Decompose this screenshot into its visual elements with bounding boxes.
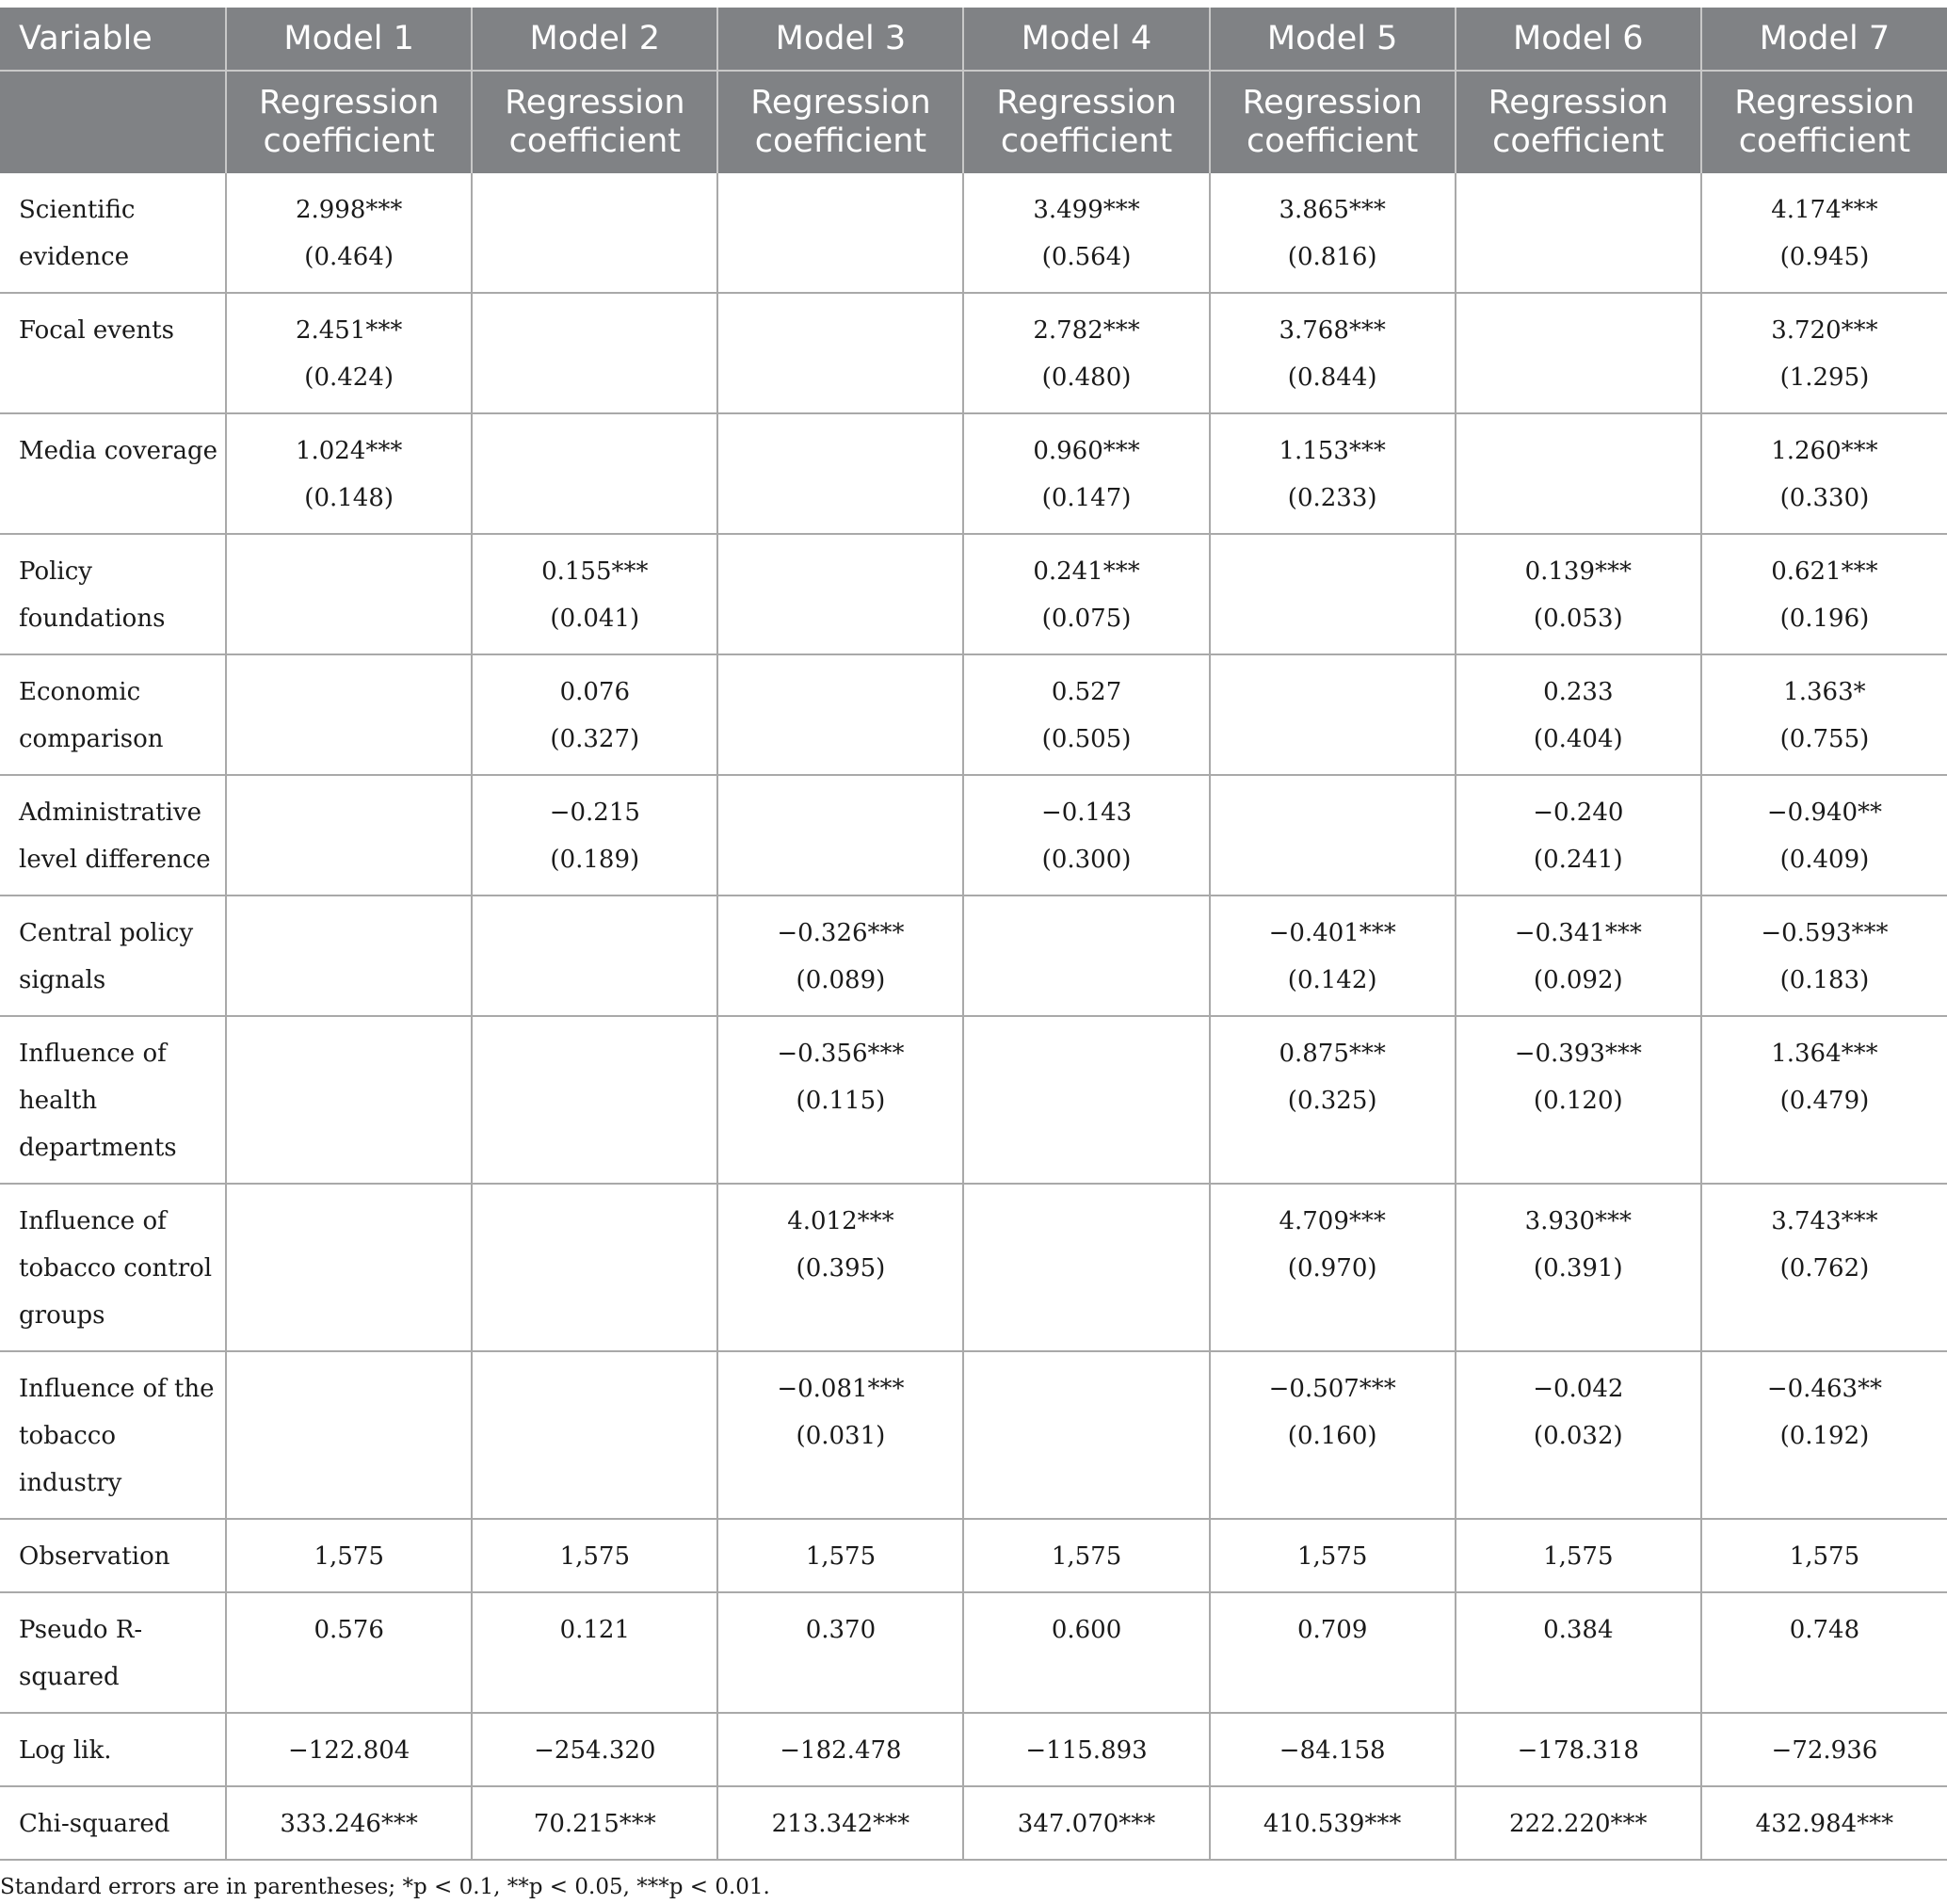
table-cell-model-2: [472, 413, 717, 534]
coefficient: 1,575: [1051, 1542, 1122, 1571]
table-cell-model-7: [1701, 654, 1947, 775]
subheader-model-1: [226, 71, 472, 173]
table-cell-model-4: [963, 413, 1209, 534]
table-cell-model-7: [1701, 413, 1947, 534]
subheader-word: Regression: [1488, 84, 1669, 121]
table-cell-model-5: [1210, 1519, 1456, 1592]
coefficient: −84.158: [1279, 1736, 1386, 1765]
table-cell-model-7: [1701, 1592, 1947, 1713]
coefficient: 1,575: [1789, 1542, 1860, 1571]
table-cell-model-4: [963, 1786, 1209, 1860]
table-cell-model-5: [1210, 1713, 1456, 1786]
table-cell-model-4: [963, 775, 1209, 896]
table-cell-model-3: [717, 654, 963, 775]
coefficient: 0.875***: [1279, 1040, 1386, 1068]
coefficient: 1,575: [1296, 1542, 1368, 1571]
coefficient: −254.320: [534, 1736, 656, 1765]
standard-error: (0.816): [1287, 243, 1377, 271]
row-label: [0, 1592, 226, 1713]
coefficient: −122.804: [288, 1736, 410, 1765]
table-cell-model-1: [226, 1016, 472, 1184]
table-cell-model-1: [226, 413, 472, 534]
subheader-word: coefficient: [754, 122, 927, 160]
header-row-models: [0, 8, 1947, 71]
table-cell-model-7: [1701, 534, 1947, 654]
table-cell-model-6: [1456, 1519, 1701, 1592]
subheader-model-3: [717, 71, 963, 173]
standard-error: (0.041): [550, 605, 640, 633]
coefficient: 0.960***: [1033, 437, 1140, 465]
standard-error: (0.480): [1041, 363, 1132, 392]
header-model-1: Model 1: [226, 8, 472, 71]
table-cell-model-1: [226, 654, 472, 775]
row-label-line: signals: [19, 966, 106, 994]
standard-error: (1.295): [1779, 363, 1870, 392]
standard-error: (0.505): [1041, 725, 1132, 753]
subheader-word: Regression: [1734, 84, 1915, 121]
standard-error: (0.115): [796, 1087, 886, 1115]
coefficient: −0.341***: [1514, 919, 1642, 947]
table-cell-model-5: [1210, 1786, 1456, 1860]
subheader-word: Regression: [996, 84, 1177, 121]
row-label-line: departments: [19, 1134, 177, 1162]
standard-error: (0.391): [1533, 1254, 1623, 1283]
row-label: Chi-squared: [0, 1786, 226, 1860]
table-cell-model-4: [963, 1016, 1209, 1184]
table-row: [0, 173, 1947, 293]
table-cell-model-3: [717, 1351, 963, 1519]
coefficient: −0.215: [549, 799, 640, 827]
table-cell-model-5: [1210, 173, 1456, 293]
table-cell-model-2: [472, 173, 717, 293]
table-cell-model-7: [1701, 173, 1947, 293]
table-cell-model-4: [963, 534, 1209, 654]
subheader-word: coefficient: [1246, 122, 1419, 160]
coefficient: −0.393***: [1514, 1040, 1642, 1068]
row-label-line: Pseudo R-: [19, 1616, 143, 1644]
table-cell-model-2: [472, 1786, 717, 1860]
table-cell-model-3: [717, 1786, 963, 1860]
standard-error: (0.189): [550, 846, 640, 874]
table-cell-model-5: [1210, 1016, 1456, 1184]
table-cell-model-6: [1456, 173, 1701, 293]
coefficient: 0.241***: [1033, 557, 1140, 586]
table-cell-model-3: [717, 775, 963, 896]
row-label-line: tobacco control: [19, 1254, 213, 1283]
coefficient: 0.748: [1789, 1616, 1860, 1644]
standard-error: (0.053): [1533, 605, 1623, 633]
coefficient: 1,575: [805, 1542, 877, 1571]
standard-error: (0.395): [796, 1254, 886, 1283]
table-cell-model-5: [1210, 896, 1456, 1016]
header-model-4: Model 4: [963, 8, 1209, 71]
coefficient: 70.215***: [533, 1810, 656, 1838]
coefficient: −0.326***: [777, 919, 905, 947]
table-cell-model-6: [1456, 1592, 1701, 1713]
coefficient: 0.576: [314, 1616, 384, 1644]
table-cell-model-2: [472, 293, 717, 413]
coefficient: 0.233: [1543, 678, 1614, 706]
table-row: [0, 1713, 1947, 1786]
table-cell-model-2: [472, 1184, 717, 1351]
table-cell-model-1: [226, 896, 472, 1016]
subheader-model-5: [1210, 71, 1456, 173]
subheader-word: coefficient: [263, 122, 435, 160]
coefficient: 3.865***: [1279, 196, 1386, 224]
standard-error: (0.762): [1779, 1254, 1870, 1283]
standard-error: (0.183): [1779, 966, 1870, 994]
coefficient: −0.042: [1533, 1375, 1624, 1403]
coefficient: 4.174***: [1771, 196, 1878, 224]
table-cell-model-5: [1210, 1184, 1456, 1351]
row-label-line: Policy: [19, 557, 92, 586]
coefficient: −0.401***: [1268, 919, 1396, 947]
table-cell-model-1: [226, 173, 472, 293]
row-label-line: Influence of: [19, 1040, 167, 1068]
table-cell-model-2: [472, 1592, 717, 1713]
coefficient: 1,575: [1543, 1542, 1614, 1571]
subheader-word: coefficient: [1000, 122, 1173, 160]
header-model-7: Model 7: [1701, 8, 1947, 71]
row-label: [0, 173, 226, 293]
table-row: [0, 775, 1947, 896]
regression-table: [0, 8, 1947, 1861]
table-row: [0, 1786, 1947, 1860]
table-cell-model-1: [226, 1184, 472, 1351]
coefficient: 3.743***: [1771, 1207, 1878, 1235]
table-cell-model-1: [226, 1713, 472, 1786]
row-label-line: level difference: [19, 846, 211, 874]
header-blank: [0, 71, 226, 173]
standard-error: (0.464): [304, 243, 394, 271]
row-label: Observation: [0, 1519, 226, 1592]
coefficient: 3.768***: [1279, 316, 1386, 345]
table-cell-model-4: [963, 654, 1209, 775]
row-label-line: health: [19, 1087, 98, 1115]
standard-error: (0.409): [1779, 846, 1870, 874]
table-cell-model-2: [472, 896, 717, 1016]
standard-error: (0.325): [1287, 1087, 1377, 1115]
table-cell-model-4: [963, 1713, 1209, 1786]
table-cell-model-6: [1456, 1713, 1701, 1786]
table-cell-model-1: [226, 293, 472, 413]
row-label: [0, 1184, 226, 1351]
table-cell-model-5: [1210, 1351, 1456, 1519]
row-label-line: evidence: [19, 243, 130, 271]
coefficient: −0.143: [1040, 799, 1133, 827]
table-cell-model-7: [1701, 1519, 1947, 1592]
subheader-model-4: [963, 71, 1209, 173]
table-cell-model-6: [1456, 413, 1701, 534]
table-cell-model-3: [717, 1592, 963, 1713]
table-cell-model-2: [472, 775, 717, 896]
table-cell-model-7: [1701, 775, 1947, 896]
row-label-line: Administrative: [19, 799, 202, 827]
coefficient: −0.940**: [1766, 799, 1883, 827]
table-row: [0, 1184, 1947, 1351]
standard-error: (0.424): [304, 363, 394, 392]
table-cell-model-6: [1456, 1351, 1701, 1519]
table-cell-model-2: [472, 1351, 717, 1519]
row-label-line: comparison: [19, 725, 164, 753]
coefficient: −182.478: [780, 1736, 902, 1765]
table-cell-model-6: [1456, 1016, 1701, 1184]
table-cell-model-2: [472, 1519, 717, 1592]
table-cell-model-4: [963, 1184, 1209, 1351]
header-model-6: Model 6: [1456, 8, 1701, 71]
coefficient: 1.260***: [1771, 437, 1878, 465]
subheader-word: Regression: [1242, 84, 1423, 121]
coefficient: −0.507***: [1268, 1375, 1396, 1403]
coefficient: 333.246***: [280, 1810, 418, 1838]
table-cell-model-4: [963, 173, 1209, 293]
row-label: [0, 896, 226, 1016]
coefficient: −0.081***: [777, 1375, 905, 1403]
standard-error: (0.233): [1287, 484, 1377, 512]
coefficient: 0.155***: [541, 557, 649, 586]
table-cell-model-1: [226, 534, 472, 654]
table-row: [0, 1016, 1947, 1184]
standard-error: (0.970): [1287, 1254, 1377, 1283]
table-cell-model-6: [1456, 293, 1701, 413]
table-cell-model-2: [472, 534, 717, 654]
standard-error: (0.300): [1041, 846, 1132, 874]
coefficient: 3.499***: [1033, 196, 1140, 224]
coefficient: 0.121: [559, 1616, 631, 1644]
standard-error: (0.142): [1287, 966, 1377, 994]
subheader-model-6: [1456, 71, 1701, 173]
subheader-model-7: [1701, 71, 1947, 173]
table-cell-model-6: [1456, 534, 1701, 654]
table-cell-model-4: [963, 293, 1209, 413]
table-row: [0, 1351, 1947, 1519]
table-row: [0, 1592, 1947, 1713]
table-cell-model-7: [1701, 1351, 1947, 1519]
table-row: [0, 1519, 1947, 1592]
table-cell-model-6: [1456, 1786, 1701, 1860]
table-row: [0, 413, 1947, 534]
coefficient: 347.070***: [1017, 1810, 1156, 1838]
standard-error: (0.032): [1533, 1422, 1623, 1450]
coefficient: 1.363*: [1783, 678, 1866, 706]
table-cell-model-3: [717, 1016, 963, 1184]
table-cell-model-5: [1210, 293, 1456, 413]
row-label: [0, 775, 226, 896]
table-cell-model-5: [1210, 413, 1456, 534]
standard-error: (0.479): [1779, 1087, 1870, 1115]
coefficient: 4.012***: [787, 1207, 894, 1235]
standard-error: (0.564): [1041, 243, 1132, 271]
table-cell-model-3: [717, 1713, 963, 1786]
coefficient: −72.936: [1771, 1736, 1878, 1765]
standard-error: (0.844): [1287, 363, 1377, 392]
table-cell-model-5: [1210, 1592, 1456, 1713]
coefficient: −178.318: [1517, 1736, 1639, 1765]
header-row-subheader: [0, 71, 1947, 173]
coefficient: 2.998***: [295, 196, 403, 224]
coefficient: −0.240: [1533, 799, 1624, 827]
header-variable: Variable: [0, 8, 226, 71]
row-label: [0, 1016, 226, 1184]
table-cell-model-3: [717, 413, 963, 534]
coefficient: 1.153***: [1279, 437, 1386, 465]
table-cell-model-7: [1701, 1184, 1947, 1351]
table-cell-model-1: [226, 1351, 472, 1519]
subheader-word: Regression: [750, 84, 931, 121]
row-label-line: Influence of: [19, 1207, 167, 1235]
coefficient: 0.621***: [1771, 557, 1878, 586]
standard-error: (0.092): [1533, 966, 1623, 994]
subheader-word: Regression: [258, 84, 440, 121]
coefficient: 3.720***: [1771, 316, 1878, 345]
row-label-line: Influence of the: [19, 1375, 215, 1403]
table-cell-model-7: [1701, 293, 1947, 413]
coefficient: 4.709***: [1279, 1207, 1386, 1235]
table-cell-model-3: [717, 173, 963, 293]
table-cell-model-7: [1701, 896, 1947, 1016]
standard-error: (0.192): [1779, 1422, 1870, 1450]
standard-error: (0.160): [1287, 1422, 1377, 1450]
row-label-line: Economic: [19, 678, 141, 706]
table-cell-model-2: [472, 654, 717, 775]
standard-error: (0.327): [550, 725, 640, 753]
coefficient: 0.370: [805, 1616, 877, 1644]
coefficient: 410.539***: [1263, 1810, 1402, 1838]
coefficient: −0.463**: [1766, 1375, 1883, 1403]
coefficient: 0.709: [1296, 1616, 1368, 1644]
coefficient: 222.220***: [1509, 1810, 1648, 1838]
subheader-word: Regression: [505, 84, 685, 121]
standard-error: (0.089): [796, 966, 886, 994]
coefficient: 1.364***: [1771, 1040, 1878, 1068]
coefficient: 432.984***: [1755, 1810, 1894, 1838]
row-label-line: tobacco industry: [19, 1422, 122, 1497]
row-label-line: Central policy: [19, 919, 194, 947]
subheader-word: coefficient: [508, 122, 682, 160]
header-model-3: Model 3: [717, 8, 963, 71]
table-cell-model-7: [1701, 1713, 1947, 1786]
coefficient: 0.527: [1051, 678, 1122, 706]
coefficient: −0.593***: [1761, 919, 1889, 947]
row-label: [0, 534, 226, 654]
coefficient: 213.342***: [771, 1810, 910, 1838]
coefficient: −0.356***: [777, 1040, 905, 1068]
header-model-5: Model 5: [1210, 8, 1456, 71]
standard-error: (0.148): [304, 484, 394, 512]
table-footnote: Standard errors are in parentheses; *p < 0.1, **p < 0.05, ***p < 0.01.: [0, 1875, 770, 1899]
standard-error: (0.120): [1533, 1087, 1623, 1115]
table-row: [0, 534, 1947, 654]
table-cell-model-6: [1456, 654, 1701, 775]
standard-error: (0.147): [1041, 484, 1132, 512]
table-cell-model-6: [1456, 775, 1701, 896]
table-row: [0, 293, 1947, 413]
standard-error: (0.755): [1779, 725, 1870, 753]
standard-error: (0.945): [1779, 243, 1870, 271]
coefficient: 0.384: [1543, 1616, 1614, 1644]
coefficient: −115.893: [1025, 1736, 1148, 1765]
table-cell-model-3: [717, 534, 963, 654]
row-label: [0, 1351, 226, 1519]
table-cell-model-6: [1456, 896, 1701, 1016]
row-label-line: Scientific: [19, 196, 136, 224]
row-label: Focal events: [0, 293, 226, 413]
row-label-line: groups: [19, 1301, 105, 1330]
table-cell-model-4: [963, 1592, 1209, 1713]
row-label: Media coverage: [0, 413, 226, 534]
coefficient: 3.930***: [1524, 1207, 1633, 1235]
coefficient: 1.024***: [295, 437, 403, 465]
table-cell-model-7: [1701, 1786, 1947, 1860]
table-header: [0, 8, 1947, 173]
table-row: [0, 654, 1947, 775]
coefficient: 1,575: [559, 1542, 631, 1571]
table-cell-model-3: [717, 293, 963, 413]
table-body: [0, 173, 1947, 1860]
standard-error: (0.031): [796, 1422, 886, 1450]
subheader-model-2: [472, 71, 717, 173]
table-cell-model-2: [472, 1016, 717, 1184]
table-cell-model-3: [717, 1519, 963, 1592]
header-model-2: Model 2: [472, 8, 717, 71]
table-cell-model-1: [226, 1592, 472, 1713]
standard-error: (0.330): [1779, 484, 1870, 512]
row-label-line: foundations: [19, 605, 166, 633]
coefficient: 1,575: [314, 1542, 384, 1571]
table-cell-model-5: [1210, 654, 1456, 775]
table-cell-model-1: [226, 775, 472, 896]
subheader-word: coefficient: [1738, 122, 1911, 160]
table-cell-model-1: [226, 1786, 472, 1860]
table-cell-model-6: [1456, 1184, 1701, 1351]
table-cell-model-4: [963, 1519, 1209, 1592]
standard-error: (0.196): [1779, 605, 1870, 633]
coefficient: 2.451***: [295, 316, 403, 345]
coefficient: 0.600: [1051, 1616, 1122, 1644]
row-label-line: squared: [19, 1663, 120, 1691]
table-cell-model-5: [1210, 534, 1456, 654]
subheader-word: coefficient: [1492, 122, 1665, 160]
table-cell-model-7: [1701, 1016, 1947, 1184]
standard-error: (0.241): [1533, 846, 1623, 874]
row-label: [0, 654, 226, 775]
table-cell-model-5: [1210, 775, 1456, 896]
table-cell-model-2: [472, 1713, 717, 1786]
table-cell-model-3: [717, 896, 963, 1016]
table-cell-model-4: [963, 896, 1209, 1016]
table-row: [0, 896, 1947, 1016]
coefficient: 2.782***: [1033, 316, 1140, 345]
table-cell-model-3: [717, 1184, 963, 1351]
coefficient: 0.139***: [1524, 557, 1633, 586]
coefficient: 0.076: [559, 678, 631, 706]
row-label: Log lik.: [0, 1713, 226, 1786]
table-cell-model-4: [963, 1351, 1209, 1519]
standard-error: (0.404): [1533, 725, 1623, 753]
table-cell-model-1: [226, 1519, 472, 1592]
standard-error: (0.075): [1041, 605, 1132, 633]
